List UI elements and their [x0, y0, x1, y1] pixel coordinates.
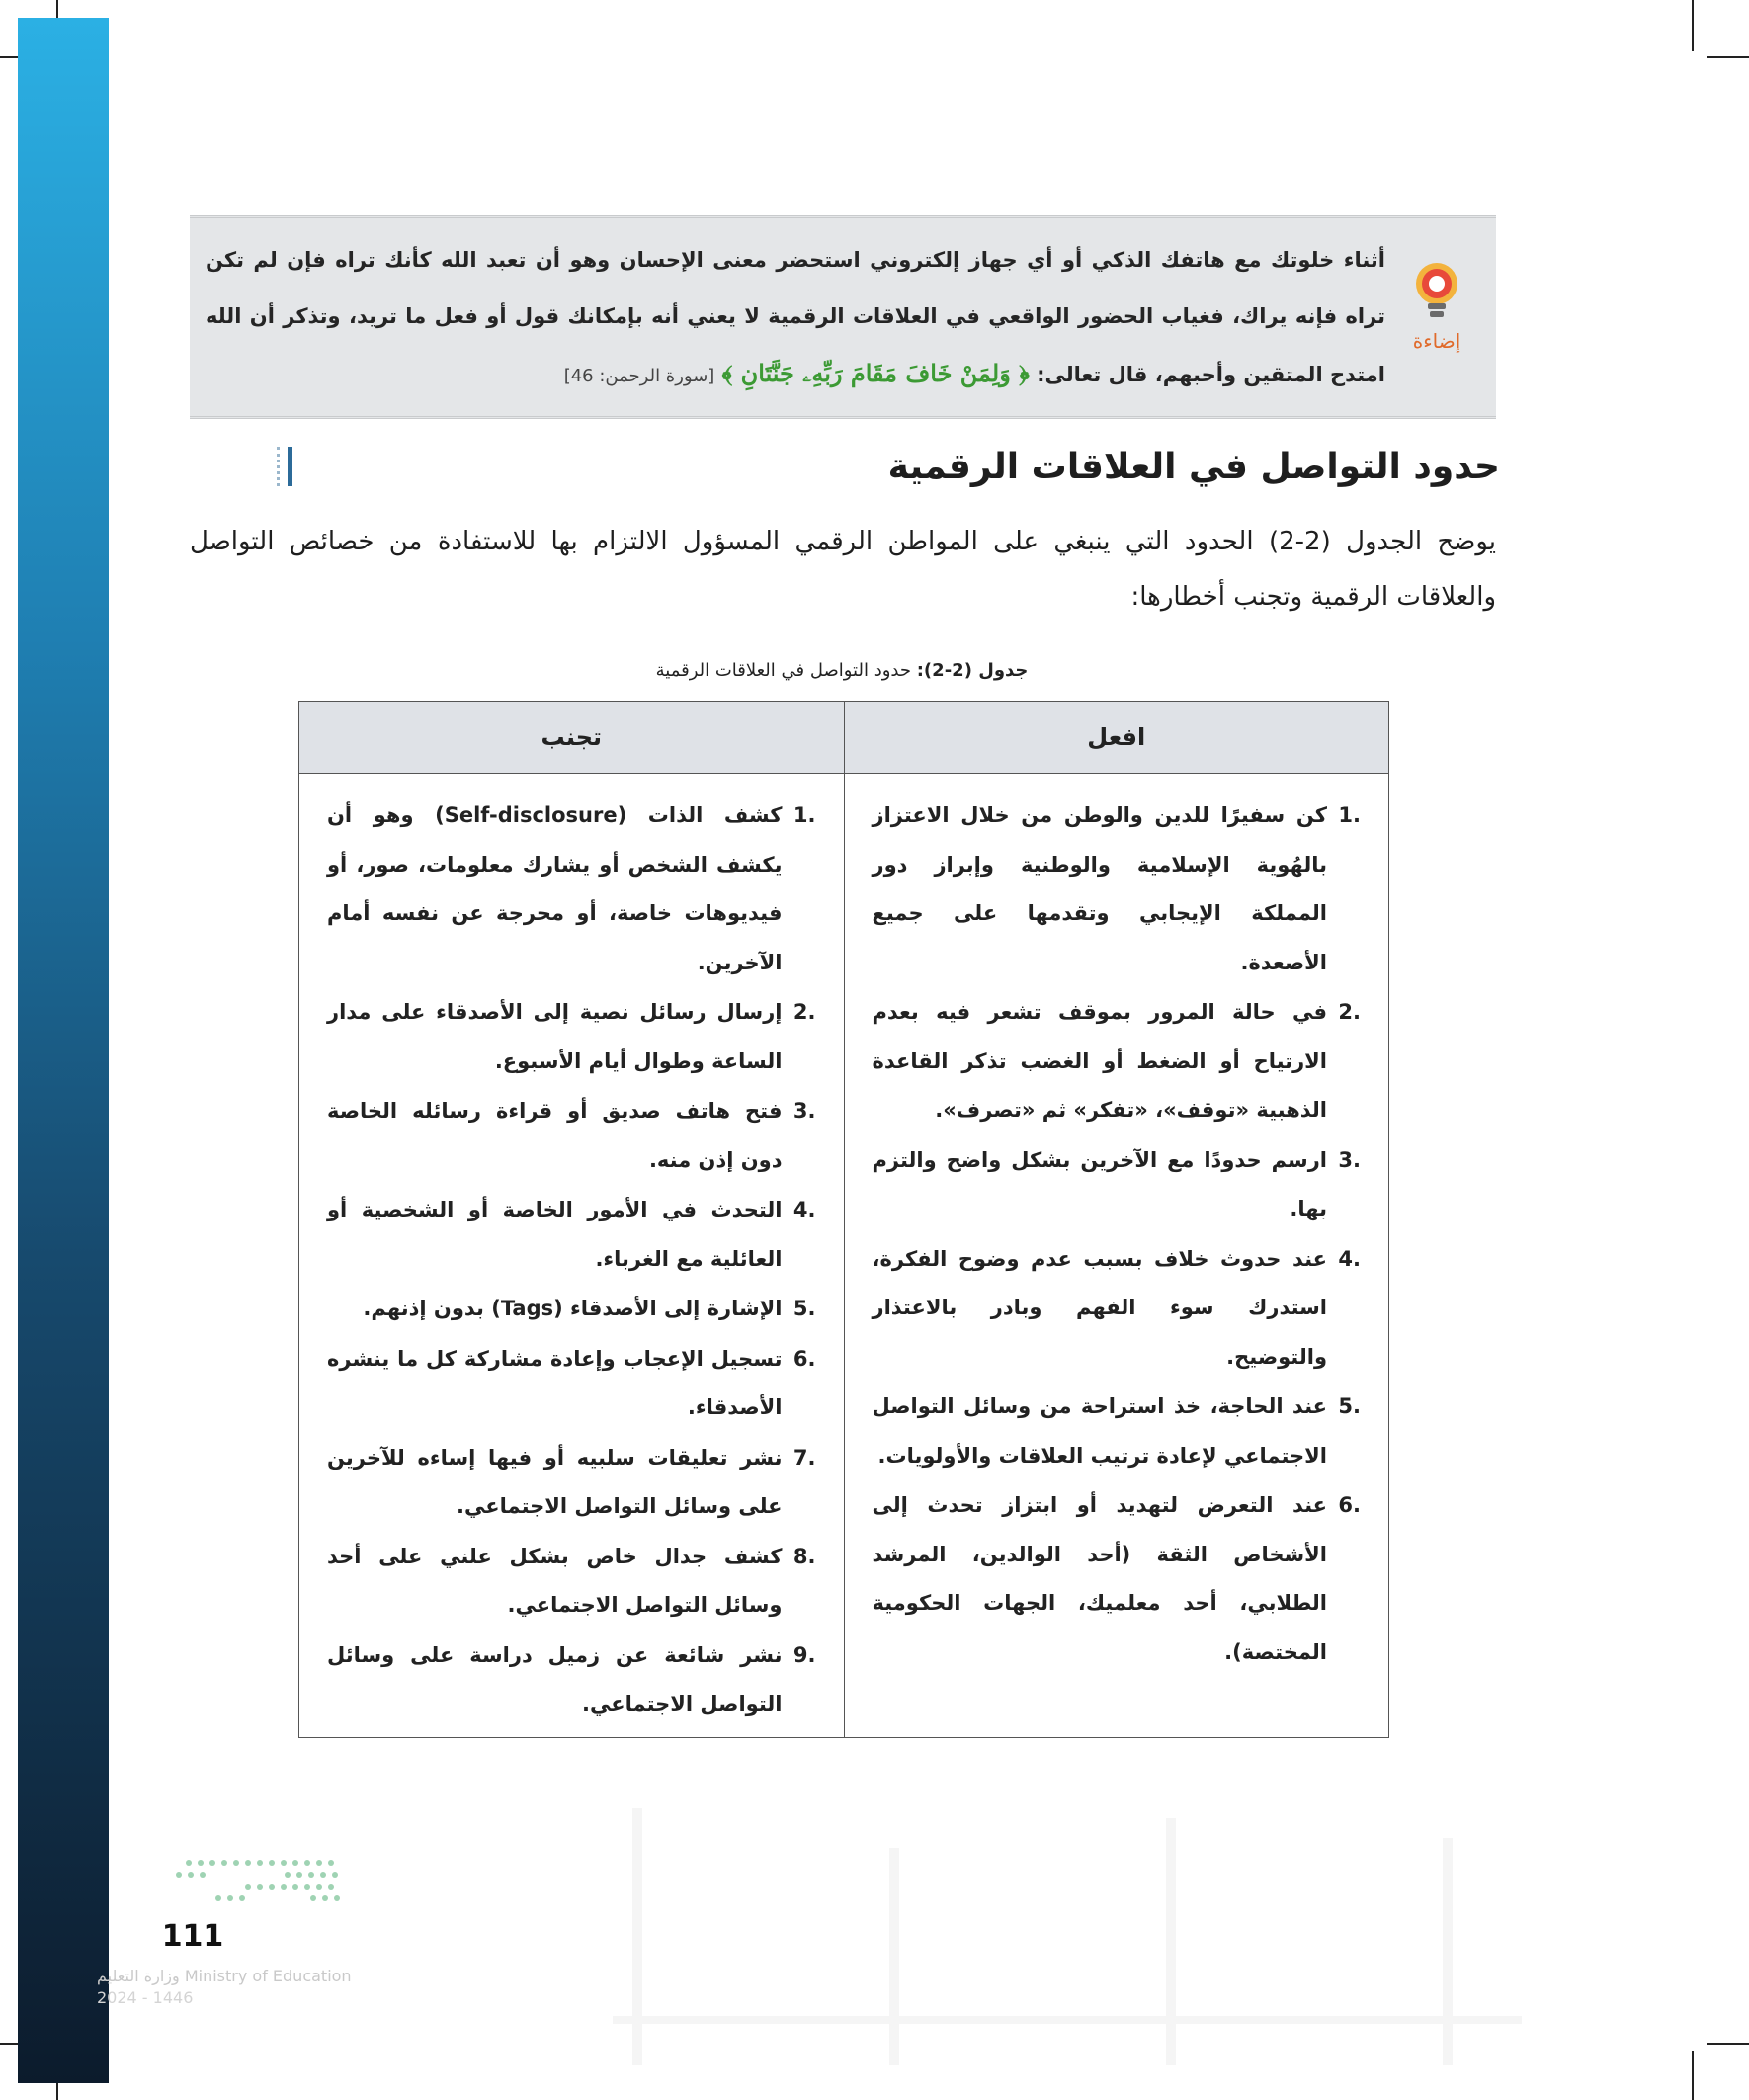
item-text: فتح هاتف صديق أو قراءة رسائله الخاصة دون إذن منه.: [327, 1099, 783, 1172]
item-text: عند الحاجة، خذ استراحة من وسائل التواصل الاجتماعي لإعادة ترتيب العلاقات والأولويات.: [872, 1394, 1327, 1468]
crop-mark: [1692, 2051, 1694, 2100]
table-row: [299, 774, 1389, 1738]
tip-label: إضاءة: [1412, 329, 1461, 353]
rules-table: [298, 701, 1389, 1738]
ministry-name-ar: وزارة التعليم: [97, 1967, 180, 1985]
item-text: كشف جدال خاص بشكل علني على أحد وسائل التواصل الاجتماعي.: [327, 1544, 783, 1617]
background-pattern: [1166, 1818, 1176, 2065]
item-number: 1.: [1338, 803, 1361, 827]
item-text: تسجيل الإعجاب وإعادة مشاركة كل ما ينشره الأصدقاء.: [327, 1346, 783, 1419]
do-list: [873, 792, 1362, 1677]
page-number: 111: [161, 1919, 224, 1954]
item-text: كن سفيرًا للدين والوطن من خلال الاعتزاز بالهُوية الإسلامية والوطنية وإبراز دور المملكة الإيجابي وتقدمها على جميع الأصعدة.: [872, 803, 1327, 974]
do-column-header: افعل: [844, 702, 1389, 774]
table-header-row: [299, 702, 1389, 774]
item-number: 7.: [792, 1445, 816, 1470]
background-pattern: [1443, 1838, 1453, 2065]
item-text: كشف الذات (Self-disclosure) وهو أن يكشف الشخص أو يشارك معلومات، صور، أو فيديوهات خاصة، أو محرجة عن نفسه أمام الآخرين.: [327, 803, 783, 974]
avoid-item: [327, 1335, 816, 1433]
item-text: إرسال رسائل نصية إلى الأصدقاء على مدار الساعة وطوال أيام الأسبوع.: [327, 1000, 783, 1073]
background-pattern: [889, 1848, 899, 2065]
intro-paragraph: يوضح الجدول (2-2) الحدود التي ينبغي على المواطن الرقمي المسؤول الالتزام بها للاستفادة من خصائص التواصل والعلاقات الرقمية وتجنب أخطارها:: [190, 527, 1496, 612]
ministry-name: [97, 1967, 352, 1985]
tip-text: [206, 232, 1385, 404]
decorative-sidebar: [18, 18, 109, 2083]
background-pattern: [632, 1808, 642, 2065]
item-text: التحدث في الأمور الخاصة أو الشخصية أو العائلية مع الغرباء.: [327, 1198, 783, 1271]
avoid-item: [327, 1533, 816, 1631]
heading-marker: [277, 447, 292, 486]
item-number: 6.: [1338, 1493, 1361, 1517]
do-column: [844, 774, 1389, 1738]
avoid-item: [327, 792, 816, 987]
do-item: [873, 1136, 1362, 1234]
item-text: عند حدوث خلاف بسبب عدم وضوح الفكرة، استدرك سوء الفهم وبادر بالاعتذار والتوضيح.: [872, 1246, 1327, 1369]
item-number: 8.: [792, 1544, 816, 1568]
avoid-item: [327, 1632, 816, 1729]
item-number: 2.: [1338, 1000, 1361, 1024]
tip-body: أثناء خلوتك مع هاتفك الذكي أو أي جهاز إلكتروني استحضر معنى الإحسان وهو أن تعبد الله كأنك تراه فإن لم تكن تراه فإنه يراك، فغياب الحضور الواقعي في العلاقات الرقمية لا يعني أنه بإمكانك قول أو فعل ما تريد، وتذكر أن الله امتدح المتقين وأحبهم، قال تعالى:: [206, 248, 1385, 386]
item-number: 3.: [1338, 1147, 1361, 1172]
item-text: نشر شائعة عن زميل دراسة على وسائل التواصل الاجتماعي.: [327, 1642, 783, 1716]
item-number: 6.: [792, 1346, 816, 1371]
item-number: 2.: [792, 1000, 816, 1024]
item-text: الإشارة إلى الأصدقاء (Tags) بدون إذنهم.: [363, 1297, 783, 1320]
item-number: 4.: [1338, 1246, 1361, 1271]
avoid-list: [327, 792, 816, 1729]
do-item: [873, 1481, 1362, 1677]
lightbulb-icon: [1411, 260, 1462, 321]
avoid-column: [299, 774, 845, 1738]
do-item: [873, 792, 1362, 987]
table-caption: [298, 660, 1385, 681]
item-text: نشر تعليقات سلبيه أو فيها إساءه للآخرين على وسائل التواصل الاجتماعي.: [327, 1445, 783, 1518]
crop-mark: [1692, 0, 1694, 51]
ministry-name-en: Ministry of Education: [184, 1967, 352, 1985]
item-number: 5.: [1338, 1394, 1361, 1418]
quran-verse: ﴿ وَلِمَنْ خَافَ مَقَامَ رَبِّهِۦ جَنَّتَانِ ﴾: [721, 359, 1030, 387]
background-pattern: [613, 2016, 1522, 2024]
crop-mark: [1707, 2043, 1749, 2045]
do-item: [873, 1235, 1362, 1383]
avoid-item: [327, 1434, 816, 1532]
item-text: في حالة المرور بموقف تشعر فيه بعدم الارتياح أو الضغط أو الغضب تذكر القاعدة الذهبية «توقف»، «تفكر» ثم «تصرف».: [872, 1000, 1327, 1122]
avoid-item: [327, 1285, 816, 1334]
avoid-item: [327, 988, 816, 1086]
caption-label: جدول (2-2):: [916, 660, 1029, 681]
item-number: 1.: [792, 803, 816, 827]
avoid-item: [327, 1186, 816, 1284]
edition-year: 2024 - 1446: [97, 1988, 194, 2007]
item-number: 5.: [792, 1297, 816, 1320]
item-number: 3.: [792, 1099, 816, 1123]
do-item: [873, 1383, 1362, 1480]
item-number: 4.: [792, 1198, 816, 1221]
item-text: عند التعرض لتهديد أو ابتزاز تحدث إلى الأشخاص الثقة (أحد الوالدين، المرشد الطلابي، أحد معلميك، الجهات الحكومية المختصة).: [872, 1493, 1327, 1664]
verse-reference: [سورة الرحمن: 46]: [563, 366, 715, 386]
tip-box: [190, 215, 1496, 419]
item-number: 9.: [792, 1642, 816, 1667]
item-text: ارسم حدودًا مع الآخرين بشكل واضح والتزم بها.: [872, 1147, 1327, 1220]
caption-text: حدود التواصل في العلاقات الرقمية: [655, 660, 911, 681]
avoid-item: [327, 1087, 816, 1185]
do-item: [873, 988, 1362, 1135]
tip-icon-wrapper: [1395, 260, 1478, 353]
avoid-column-header: تجنب: [299, 702, 845, 774]
crop-mark: [1707, 56, 1749, 58]
section-heading: حدود التواصل في العلاقات الرقمية: [887, 447, 1500, 487]
